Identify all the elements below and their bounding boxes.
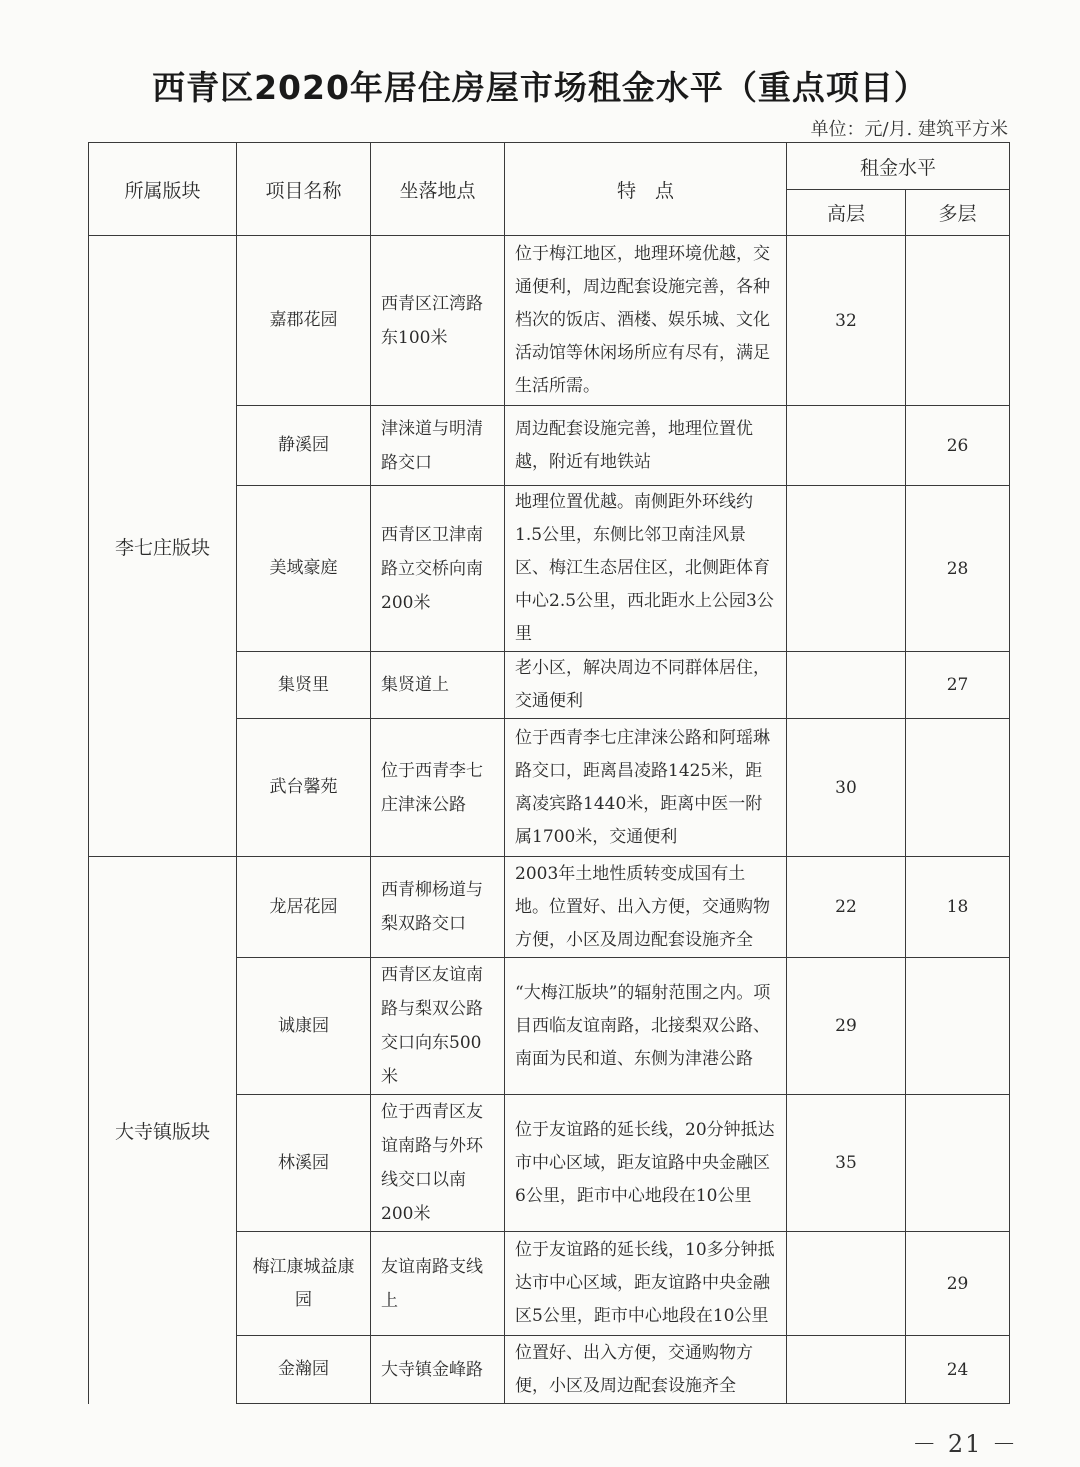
project-location: 大寺镇金峰路 — [371, 1336, 505, 1404]
table-row — [89, 236, 1010, 406]
rent-multi: 18 — [906, 857, 1010, 958]
rent-table — [88, 142, 1010, 1404]
project-location: 位于西青李七庄津涞公路 — [371, 719, 505, 857]
project-name: 诚康园 — [237, 958, 371, 1095]
project-name: 武台馨苑 — [237, 719, 371, 857]
project-location: 集贤道上 — [371, 652, 505, 719]
rent-multi: 24 — [906, 1336, 1010, 1404]
rent-high: 30 — [787, 719, 906, 857]
project-name: 龙居花园 — [237, 857, 371, 958]
rent-multi: 28 — [906, 486, 1010, 652]
rent-multi — [906, 958, 1010, 1095]
project-location: 西青区江湾路东100米 — [371, 236, 505, 406]
project-name: 嘉郡花园 — [237, 236, 371, 406]
project-features: 位于友谊路的延长线，20分钟抵达市中心区域，距友谊路中央金融区6公里，距市中心地段在10公里 — [505, 1095, 787, 1232]
header-features: 特 点 — [505, 143, 787, 236]
project-location: 西青区卫津南路立交桥向南200米 — [371, 486, 505, 652]
rent-high: 22 — [787, 857, 906, 958]
header-rent: 租金水平 — [787, 143, 1010, 190]
project-features: 位于西青李七庄津涞公路和阿瑶琳路交口，距离昌凌路1425米，距离凌宾路1440米，距离中医一附属1700米，交通便利 — [505, 719, 787, 857]
project-features: 位于友谊路的延长线，10多分钟抵达市中心区域，距友谊路中央金融区5公里，距市中心地段在10公里 — [505, 1232, 787, 1336]
project-location: 西青区友谊南路与梨双公路交口向东500米 — [371, 958, 505, 1095]
project-location: 津涞道与明清路交口 — [371, 406, 505, 486]
rent-multi: 26 — [906, 406, 1010, 486]
rent-multi: 27 — [906, 652, 1010, 719]
page-number: － 21 － — [912, 1430, 1018, 1458]
header-name: 项目名称 — [237, 143, 371, 236]
project-name: 梅江康城益康园 — [237, 1232, 371, 1336]
header-high: 高层 — [787, 190, 906, 236]
rent-high: 29 — [787, 958, 906, 1095]
project-features: 地理位置优越。南侧距外环线约1.5公里，东侧比邻卫南洼风景区、梅江生态居住区，北侧距体育中心2.5公里，西北距水上公园3公里 — [505, 486, 787, 652]
rent-multi — [906, 236, 1010, 406]
project-features: 2003年土地性质转变成国有土地。位置好、出入方便，交通购物方便，小区及周边配套设施齐全 — [505, 857, 787, 958]
rent-multi: 29 — [906, 1232, 1010, 1336]
rent-multi — [906, 719, 1010, 857]
project-features: 老小区，解决周边不同群体居住，交通便利 — [505, 652, 787, 719]
project-name: 静溪园 — [237, 406, 371, 486]
rent-high — [787, 1232, 906, 1336]
project-name: 林溪园 — [237, 1095, 371, 1232]
rent-high — [787, 1336, 906, 1404]
block-label: 李七庄版块 — [89, 236, 237, 857]
project-features: 周边配套设施完善，地理位置优越，附近有地铁站 — [505, 406, 787, 486]
project-location: 友谊南路支线上 — [371, 1232, 505, 1336]
header-location: 坐落地点 — [371, 143, 505, 236]
unit-note: 单位：元/月. 建筑平方米 — [810, 119, 1008, 140]
project-name: 美域豪庭 — [237, 486, 371, 652]
project-name: 集贤里 — [237, 652, 371, 719]
rent-multi — [906, 1095, 1010, 1232]
rent-high: 35 — [787, 1095, 906, 1232]
rent-high — [787, 652, 906, 719]
block-label: 大寺镇版块 — [89, 857, 237, 1404]
project-name: 金瀚园 — [237, 1336, 371, 1404]
project-features: 位置好、出入方便，交通购物方便，小区及周边配套设施齐全 — [505, 1336, 787, 1404]
table-row — [89, 857, 1010, 958]
header-block: 所属版块 — [89, 143, 237, 236]
project-features: 位于梅江地区，地理环境优越，交通便利，周边配套设施完善，各种档次的饭店、酒楼、娱乐城、文化活动馆等休闲场所应有尽有，满足生活所需。 — [505, 236, 787, 406]
rent-high — [787, 406, 906, 486]
rent-high: 32 — [787, 236, 906, 406]
project-location: 西青柳杨道与梨双路交口 — [371, 857, 505, 958]
project-location: 位于西青区友谊南路与外环线交口以南200米 — [371, 1095, 505, 1232]
project-features: “大梅江版块”的辐射范围之内。项目西临友谊南路，北接梨双公路、南面为民和道、东侧为津港公路 — [505, 958, 787, 1095]
header-multi: 多层 — [906, 190, 1010, 236]
rent-high — [787, 486, 906, 652]
page-title: 西青区2020年居住房屋市场租金水平（重点项目） — [152, 68, 928, 107]
